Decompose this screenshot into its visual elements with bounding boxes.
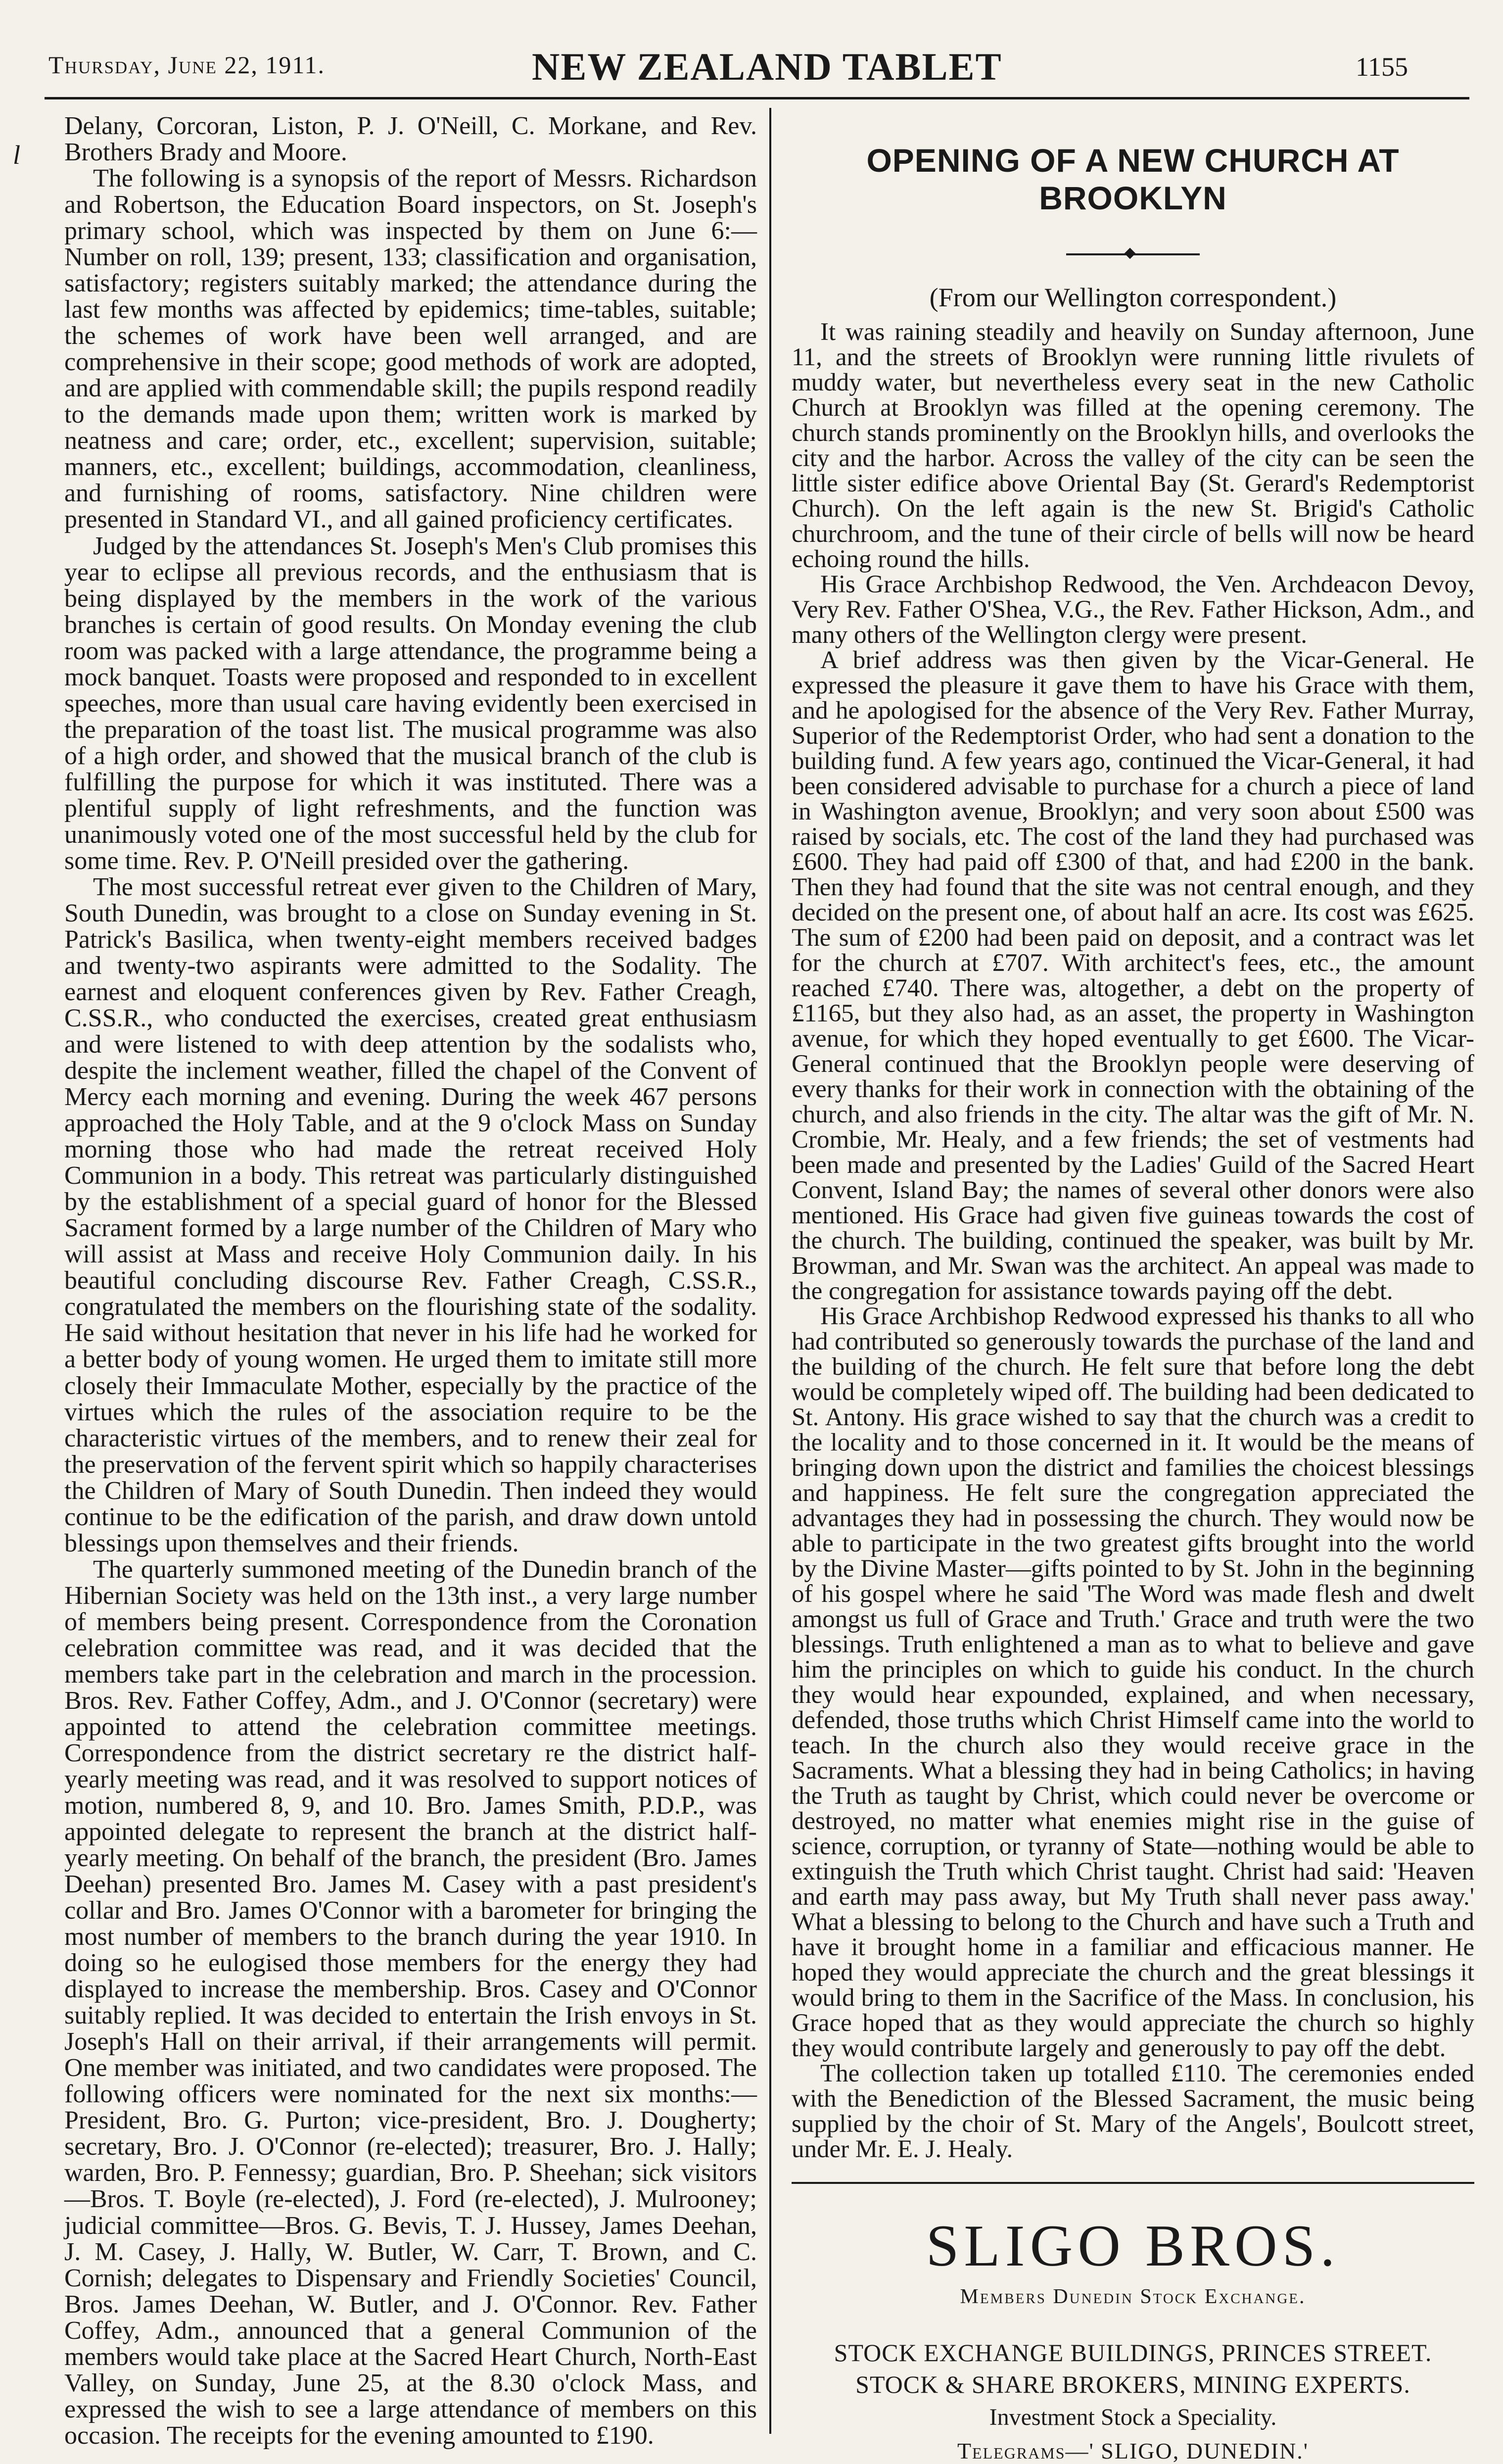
advertiser-address: STOCK EXCHANGE BUILDINGS, PRINCES STREET. xyxy=(834,2339,1432,2367)
margin-mark: l xyxy=(13,140,21,170)
paragraph: The most successful retreat ever given to the Children of Mary, South Dunedin, was brought to a close on Sunday evening in St. Patrick's Basilica, when twenty-eight members received badges and twenty-two aspirants were admitted to the Sodality. The earnest and eloquent conferences given by Rev. Father Creagh, C.SS.R., who conducted the exercises, created great enthusiasm and were listened to with deep attention by the sodalists who, despite the inclement weather, filled the chapel of the Convent of Mercy each morning and evening. During the week 467 persons approached the Holy Table, and at the 9 o'clock Mass on Sunday morning those who had made the retreat received Holy Communion in a body. This retreat was particularly distinguished by the establishment of a special guard of honor for the Blessed Sacrament formed by a large number of the Children of Mary who will assist at Mass and receive Holy Communion daily. In his beautiful concluding discourse Rev. Father Creagh, C.SS.R., congratulated the members on the flourishing state of the sodality. He said without hesitation that never in his life had he worked for a better body of young women. He urged them to imitate still more closely their Immaculate Mother, especially by the practice of the virtues which the rules of the association require to be the characteristic virtues of the members, and to renew their zeal for the preservation of the fervent spirit which so happily characterises the Children of Mary of South Dunedin. Then indeed they would continue to be the edification of the parish, and draw down untold blessings upon themselves and their friends. xyxy=(64,872,757,1557)
ornament-diamond-icon xyxy=(1125,248,1136,259)
advertisement xyxy=(792,2212,1474,2464)
paragraph: His Grace Archbishop Redwood, the Ven. Archdeacon Devoy, Very Rev. Father O'Shea, V.G., the Rev. Father Hickson, Adm., and many others of the Wellington clergy were present. xyxy=(792,571,1474,649)
article-title: OPENING OF A NEW CHURCH AT BROOKLYN xyxy=(866,142,1400,216)
advertiser-business: STOCK & SHARE BROKERS, MINING EXPERTS. xyxy=(855,2370,1410,2398)
publication-title: NEW ZEALAND TABLET xyxy=(532,45,1002,88)
advertisement-rule xyxy=(792,2182,1474,2184)
paragraph: Delany, Corcoran, Liston, P. J. O'Neill, C. Morkane, and Rev. Brothers Brady and Moore. xyxy=(64,112,757,167)
column-divider xyxy=(769,108,771,2434)
header-rule xyxy=(45,97,1469,99)
issue-date: Thursday, June 22, 1911. xyxy=(48,51,326,79)
article-byline: (From our Wellington correspondent.) xyxy=(929,283,1337,312)
right-column xyxy=(792,113,1474,2464)
title-ornament xyxy=(1066,249,1200,258)
advertiser-speciality: Investment Stock a Speciality. xyxy=(989,2404,1277,2430)
paragraph: His Grace Archbishop Redwood expressed his thanks to all who had contributed so generously towards the purchase of the land and the building of the church. He felt sure that before long the debt would be completely wiped off. The building had been dedicated to St. Antony. His grace wished to say that the church was a credit to the locality and to those concerned in it. It would be the means of bringing down upon the district and families the choicest blessings and happiness. He felt sure the congregation appreciated the advantages they had in possessing the church. They would now be able to participate in the two greatest gifts brought into the world by the Divine Master—gifts pointed to by St. John in the beginning of his gospel where he said 'The Word was made flesh and dwelt amongst us full of Grace and Truth.' Grace and truth were the two blessings. Truth enlightened a man as to what to believe and gave him the principles on which to guide his conduct. In the church they would hear expounded, explained, and when necessary, defended, those truths which Christ Himself came into the world to teach. In the church also they would receive grace in the Sacraments. What a blessing they had in being Catholics; in having the Truth as taught by Christ, which could never be overcome or destroyed, no matter what enemies might rise in the guise of science, corruption, or tyranny of State—nothing would be able to extinguish the Truth which Christ taught. Christ had said: 'Heaven and earth may pass away, but My Truth shall never pass away.' What a blessing to belong to the Church and have such a Truth and have it brought home in a familiar and efficacious manner. He hoped they would appreciate the church and the great blessings it would bring to them in the Sacrifice of the Mass. In conclusion, his Grace hoped that as they would appreciate the church so highly they would contribute largely and generously to pay off the debt. xyxy=(792,1303,1474,2062)
advertiser-subtitle: Members Dunedin Stock Exchange. xyxy=(960,2285,1306,2308)
advertiser-name: SLIGO BROS. xyxy=(926,2213,1340,2278)
paragraph: The collection taken up totalled £110. The ceremonies ended with the Benediction of the Blessed Sacrament, the music being supplied by the choir of St. Mary of the Angels', Boulcott street, under Mr. E. J. Healy. xyxy=(792,2060,1474,2163)
paragraph: It was raining steadily and heavily on Sunday afternoon, June 11, and the streets of Brooklyn were running little rivulets of muddy water, but nevertheless every seat in the new Catholic Church at Brooklyn was filled at the opening ceremony. The church stands prominently on the Brooklyn hills, and overlooks the city and the harbor. Across the valley of the city can be seen the little sister edifice above Oriental Bay (St. Gerard's Redemptorist Church). On the left again is the new St. Brigid's Catholic churchroom, and the tune of their circle of bells will now be heard echoing round the hills. xyxy=(792,318,1474,573)
paragraph: The quarterly summoned meeting of the Dunedin branch of the Hibernian Society was held on the 13th inst., a very large number of members being present. Correspondence from the Coronation celebration committee was read, and it was decided that the members take part in the celebration and march in the procession. Bros. Rev. Father Coffey, Adm., and J. O'Connor (secretary) were appointed to attend the celebration committee meetings. Correspondence from the district secretary re the district half-yearly meeting was read, and it was resolved to support notices of motion, numbered 8, 9, and 10. Bro. James Smith, P.D.P., was appointed delegate to represent the branch at the district half-yearly meeting. On behalf of the branch, the president (Bro. James Deehan) presented Bro. James M. Casey with a past president's collar and Bro. James O'Connor with a barometer for bringing the most number of members to the branch during the year 1910. In doing so he eulogised those members for the energy they had displayed to increase the membership. Bros. Casey and O'Connor suitably replied. It was decided to entertain the Irish envoys in St. Joseph's Hall on their arrival, if their arrangements will permit. One member was initiated, and two candidates were proposed. The following officers were nominated for the next six months:—President, Bro. G. Purton; vice-president, Bro. J. Dougherty; secretary, Bro. J. O'Connor (re-elected); treasurer, Bro. J. Hally; warden, Bro. P. Fennessy; guardian, Bro. P. Sheehan; sick visitors—Bros. T. Boyle (re-elected), J. Ford (re-elected), J. Mulrooney; judicial committee—Bros. G. Bevis, T. J. Hussey, James Deehan, J. M. Casey, J. Hally, W. Butler, W. Carr, T. Brown, and C. Cornish; delegates to Dispensary and Friendly Societies' Council, Bros. James Deehan, W. Butler, and J. O'Connor. Rev. Father Coffey, Adm., announced that a general Communion of the members would take place at the Sacred Heart Church, North-East Valley, on Sunday, June 25, at the 8.30 o'clock Mass, and expressed the wish to see a large attendance of members on this occasion. The receipts for the evening amounted to £190. xyxy=(64,1555,757,2450)
left-column xyxy=(64,113,757,2449)
paragraph: A brief address was then given by the Vicar-General. He expressed the pleasure it gave them to have his Grace with them, and he apologised for the absence of the Very Rev. Father Murray, Superior of the Redemptorist Order, who had sent a donation to the building fund. A few years ago, continued the Vicar-General, it had been considered advisable to purchase for a church a piece of land in Washington avenue, Brooklyn; and very soon about £500 was raised by socials, etc. The cost of the land they had purchased was £600. They had paid off £300 of that, and had £200 in the bank. Then they had found that the site was not central enough, and they decided on the present one, of about half an acre. Its cost was £625. The sum of £200 had been paid on deposit, and a contract was let for the church at £707. With architect's fees, etc., the amount reached £740. There was, altogether, a debt on the property of £1165, but they also had, as an asset, the property in Washington avenue, for which they hoped eventually to get £600. The Vicar-General continued that the Brooklyn people were deserving of every thanks for their work in connection with the obtaining of the church, and also friends in the city. The altar was the gift of Mr. N. Crombie, Mr. Healy, and a few friends; the set of vestments had been made and presented by the Ladies' Guild of the Sacred Heart Convent, Island Bay; the names of several other donors were also mentioned. His Grace had given five guineas towards the cost of the church. The building, continued the speaker, was built by Mr. Browman, and Mr. Swan was the architect. An appeal was made to the congregation for assistance towards paying off the debt. xyxy=(792,646,1474,1305)
advertiser-telegrams: Telegrams—' SLIGO, DUNEDIN.' xyxy=(957,2438,1309,2464)
paragraph: The following is a synopsis of the report of Messrs. Richardson and Robertson, the Education Board inspectors, on St. Joseph's primary school, which was inspected by them on June 6:—Number on roll, 139; present, 133; classification and organisation, satisfactory; registers suitably marked; the attendance during the last few months was affected by epidemics; time-tables, suitable; the schemes of work have been well arranged, and are comprehensive in their scope; good methods of work are adopted, and are applied with commendable skill; the pupils respond readily to the demands made upon them; written work is marked by neatness and care; order, etc., excellent; supervision, suitable; manners, etc., excellent; buildings, accommodation, cleanliness, and furnishing of rooms, satisfactory. Nine children were presented in Standard VI., and all gained proficiency certificates. xyxy=(64,164,757,534)
page-number: 1155 xyxy=(1356,52,1408,82)
paragraph: Judged by the attendances St. Joseph's Men's Club promises this year to eclipse all previous records, and the enthusiasm that is being displayed by the members in the work of the various branches is certain of good results. On Monday evening the club room was packed with a large attendance, the programme being a mock banquet. Toasts were proposed and responded to in excellent speeches, more than usual care having evidently been exercised in the preparation of the toast list. The musical programme was also of a high order, and showed that the musical branch of the club is fulfilling the purpose for which it was instituted. There was a plentiful supply of light refreshments, and the function was unanimously voted one of the most successful held by the club for some time. Rev. P. O'Neill presided over the gathering. xyxy=(64,531,757,875)
